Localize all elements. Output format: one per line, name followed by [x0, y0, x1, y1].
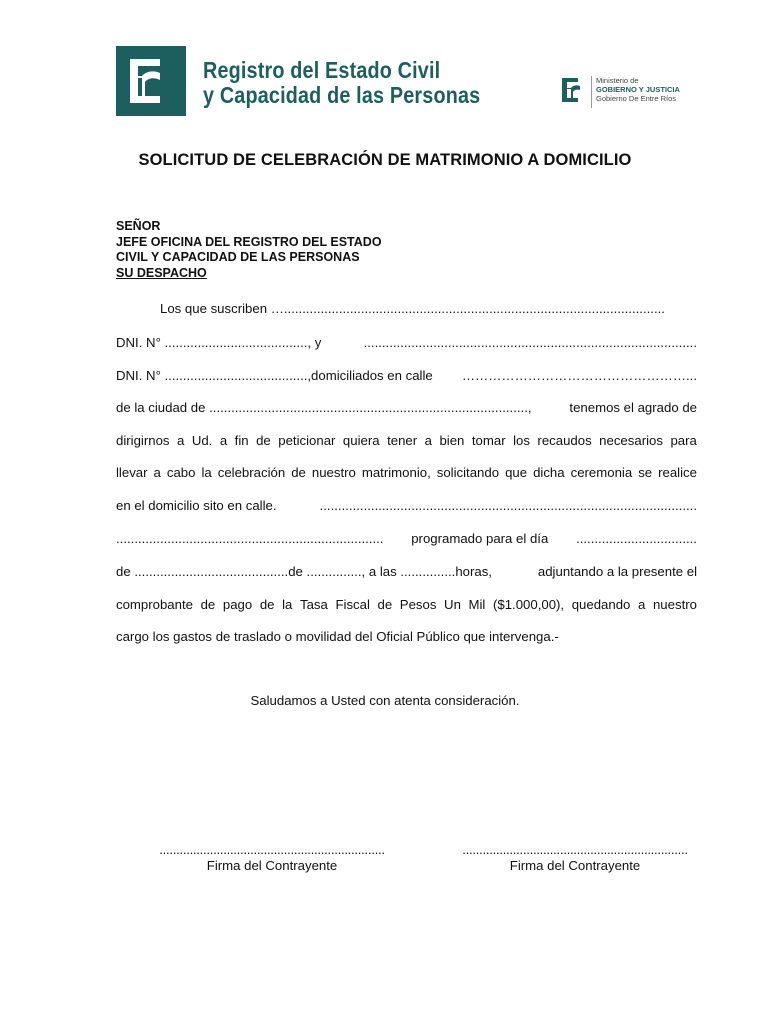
body-word: a [219, 433, 228, 448]
body-word: quiera [342, 433, 380, 448]
body-line-4 [116, 400, 697, 415]
logo-title-line2: y Capacidad de las Personas [203, 82, 481, 108]
body-line-2-part1: DNI. N° ......................................., y [116, 335, 322, 350]
signature-label-2: Firma del Contrayente [509, 858, 641, 873]
body-word: de [291, 465, 306, 480]
body-word: para [670, 433, 697, 448]
body-line-4-part2: tenemos el agrado de [569, 400, 697, 415]
ministry-logo-text [596, 76, 716, 103]
body-line-5 [116, 433, 697, 448]
body-word: de [200, 597, 216, 612]
body-word: realice [658, 465, 697, 480]
body-line-2-part2: ........................................................................................... [363, 335, 697, 350]
body-word: matrimonio, [361, 465, 431, 480]
body-line-7-part1: en el domicilio sito en calle. [116, 498, 277, 513]
logo-title-line1: Registro del Estado Civil [203, 57, 441, 83]
body-line-3-part2: ……………………………………………... [461, 368, 697, 383]
body-word: solicitando [436, 465, 500, 480]
body-word: a [424, 433, 432, 448]
body-word: peticionar [278, 433, 336, 448]
body-line-3 [116, 368, 697, 383]
addressee-line1: SEÑOR [116, 219, 161, 233]
body-line-7 [116, 498, 697, 513]
body-word: comprobante [116, 597, 193, 612]
body-word: dicha [533, 465, 565, 480]
body-word: fin [234, 433, 249, 448]
body-word: a [638, 597, 646, 612]
body-word: quedando [571, 597, 631, 612]
body-word: Pesos [399, 597, 437, 612]
body-word: dirigirnos [116, 433, 170, 448]
ministry-logo-icon [560, 76, 586, 104]
body-word: celebración [217, 465, 286, 480]
ministry-line2: GOBIERNO Y JUSTICIA [596, 85, 680, 94]
body-word: Tasa [299, 597, 328, 612]
body-word: bien [439, 433, 465, 448]
body-word: de [259, 597, 275, 612]
body-word: recaudos [537, 433, 592, 448]
body-word: ceremonia [570, 465, 633, 480]
body-word: Fiscal [335, 597, 370, 612]
body-word: ($1.000,00), [492, 597, 565, 612]
body-line-4-part1: de la ciudad de ......................................................................................., [116, 400, 532, 415]
body-line-2 [116, 335, 697, 350]
body-line-8-part2: programado para el día [411, 531, 549, 546]
body-word: a [177, 433, 185, 448]
ministry-line1: Ministerio de [596, 76, 639, 85]
addressee-line2: JEFE OFICINA DEL REGISTRO DEL ESTADO [116, 234, 382, 249]
body-word: Ud. [191, 433, 213, 448]
body-word: que [505, 465, 528, 480]
body-word: llevar [116, 465, 148, 480]
body-word: Mil [468, 597, 486, 612]
body-word: nuestro [652, 597, 697, 612]
body-word: de [256, 433, 271, 448]
body-word: la [282, 597, 293, 612]
addressee-line3: CIVIL Y CAPACIDAD DE LAS PERSONAS [116, 250, 360, 264]
body-line-7-part2: ....................................................................................................... [319, 498, 697, 513]
signature-line-1: ................................................................... [159, 843, 385, 857]
registro-logo-text [203, 58, 525, 108]
body-line-6 [116, 465, 697, 480]
registro-logo-icon [116, 46, 186, 116]
body-line-8 [116, 531, 697, 546]
body-line-11: cargo los gastos de traslado o movilidad del Oficial Público que intervenga.- [116, 629, 559, 644]
ministry-line3: Gobierno De Entre Ríos [596, 94, 677, 103]
body-word: nuestro [311, 465, 356, 480]
addressee-line4: SU DESPACHO [116, 265, 207, 280]
body-word: necesarios [599, 433, 663, 448]
signature-block-2 [445, 843, 705, 873]
body-word: tener [387, 433, 418, 448]
body-line-10 [116, 597, 697, 612]
ministry-logo-divider [591, 76, 592, 108]
body-line-3-part1: DNI. N° .......................................,domiciliados en calle [116, 368, 433, 383]
body-line-9 [116, 564, 697, 579]
body-word: tomar [471, 433, 506, 448]
signature-line-2: ................................................................... [462, 843, 688, 857]
body-line-8-part1: ......................................................................... [116, 531, 384, 546]
body-word: cabo [166, 465, 196, 480]
body-word: Un [444, 597, 461, 612]
body-word: se [638, 465, 653, 480]
addressee-block [116, 219, 382, 281]
body-word: a [153, 465, 161, 480]
closing-line: Saludamos a Usted con atenta consideración. [250, 693, 520, 708]
signature-block-1 [142, 843, 402, 873]
signature-label-1: Firma del Contrayente [206, 858, 338, 873]
document-title: SOLICITUD DE CELEBRACIÓN DE MATRIMONIO A DOMICILIO [138, 151, 632, 169]
body-word: los [513, 433, 530, 448]
body-line-1: Los que suscriben …........................................................................................................ [160, 301, 665, 316]
body-line-9-part2: adjuntando a la presente el [537, 564, 697, 579]
body-word: de [377, 597, 393, 612]
body-line-9-part1: de ..........................................de ..............., a las ...............horas, [116, 564, 492, 579]
body-word: la [201, 465, 212, 480]
body-word: pago [222, 597, 253, 612]
body-line-8-part3: ................................. [576, 531, 697, 546]
